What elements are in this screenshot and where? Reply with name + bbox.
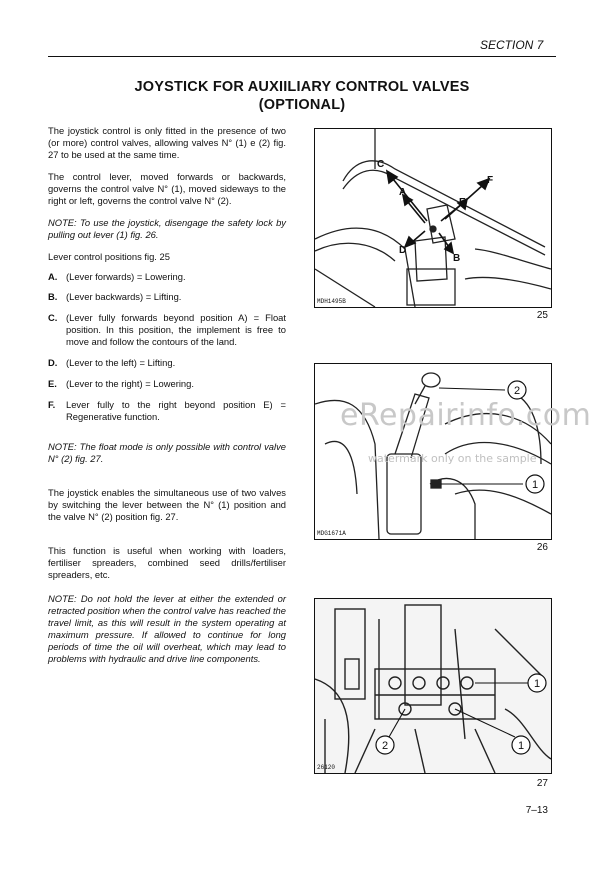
paragraph-intro: The joystick control is only fitted in the presence of two (or more) control valves, allowing valves N° (1) e (2) fig. 27 to be used at the same time. <box>48 125 286 160</box>
title-line-2: (OPTIONAL) <box>258 97 346 113</box>
position-item-e <box>48 378 286 390</box>
figure-number-26: 26 <box>536 542 548 553</box>
position-item-a <box>48 271 286 283</box>
position-label: A. <box>48 271 58 282</box>
position-label: D. <box>48 357 58 368</box>
position-label: C. <box>48 312 58 323</box>
figure-code: MDH1495B <box>317 298 346 305</box>
figure-number-27: 27 <box>536 778 548 789</box>
position-text: Lever fully to the right beyond position E) = Regenerative function. <box>66 399 286 422</box>
figure-number-25: 25 <box>536 310 548 321</box>
label-b: B <box>453 253 461 264</box>
callout-2: 2 <box>513 385 521 397</box>
positions-intro: Lever control positions fig. 25 <box>48 251 170 262</box>
section-header: SECTION 7 <box>480 38 544 52</box>
paragraph-control-lever: The control lever, moved forwards or backwards, governs the control valve N° (1), moved sideways to the right or left, governs the control valve N° (2). <box>48 171 286 206</box>
control-valves-illustration <box>315 599 551 773</box>
callout-1-top: 1 <box>533 678 541 690</box>
label-c: C <box>377 159 385 170</box>
callout-1: 1 <box>531 479 539 491</box>
position-item-f <box>48 399 286 423</box>
callout-1-bottom: 1 <box>517 740 525 752</box>
paragraph-simultaneous-use: The joystick enables the simultaneous use of two valves by switching the lever between the N° (1) position and the valve N° (2) position fig. 27. <box>48 487 286 522</box>
position-text: (Lever backwards) = Lifting. <box>66 291 182 302</box>
header-rule <box>48 56 556 57</box>
callout-2: 2 <box>381 740 389 752</box>
label-d: D <box>399 245 407 256</box>
figure-27-control-valves <box>314 598 552 774</box>
position-label: B. <box>48 291 58 302</box>
joystick-positions-illustration <box>315 129 551 307</box>
position-item-d <box>48 357 286 369</box>
watermark-sub: watermark only on the sample <box>368 452 537 465</box>
label-e: E <box>459 197 466 208</box>
label-f: F <box>487 175 494 186</box>
paragraph-usage: This function is useful when working with loaders, fertiliser spreaders, combined seed drills/fertiliser spreaders, etc. <box>48 545 286 580</box>
figure-code: 26120 <box>317 764 336 771</box>
position-label: F. <box>48 399 56 410</box>
page-title <box>48 78 556 114</box>
position-text: (Lever to the left) = Lifting. <box>66 357 176 368</box>
title-line-1: JOYSTICK FOR AUXIILIARY CONTROL VALVES <box>134 79 470 95</box>
page-number: 7–13 <box>525 805 548 816</box>
position-item-b <box>48 291 286 303</box>
figure-25-joystick-positions <box>314 128 552 308</box>
body-text-column <box>48 125 286 665</box>
position-item-c <box>48 312 286 348</box>
position-text: (Lever fully forwards beyond position A) = Float position. In this position, the implement is free to move and follow the contours of the land. <box>66 312 286 347</box>
position-text: (Lever to the right) = Lowering. <box>66 378 194 389</box>
position-label: E. <box>48 378 57 389</box>
label-a: A <box>399 187 407 198</box>
position-text: (Lever forwards) = Lowering. <box>66 271 186 282</box>
note-safety-lock: NOTE: To use the joystick, disengage the safety lock by pulling out lever (1) fig. 26. <box>48 217 286 240</box>
note-float-mode: NOTE: The float mode is only possible with control valve N° (2) fig. 27. <box>48 441 286 464</box>
watermark-main: eRepairinfo.com <box>340 398 592 433</box>
note-travel-limit: NOTE: Do not hold the lever at either the extended or retracted position when the control valve has reached the travel limit, as this will result in the system operating at maximum pressure. If allowed to continue for long periods of time the oil will overheat, which may lead to problems with hydraulic and drive line components. <box>48 593 286 664</box>
figure-code: MDG1671A <box>317 530 346 537</box>
